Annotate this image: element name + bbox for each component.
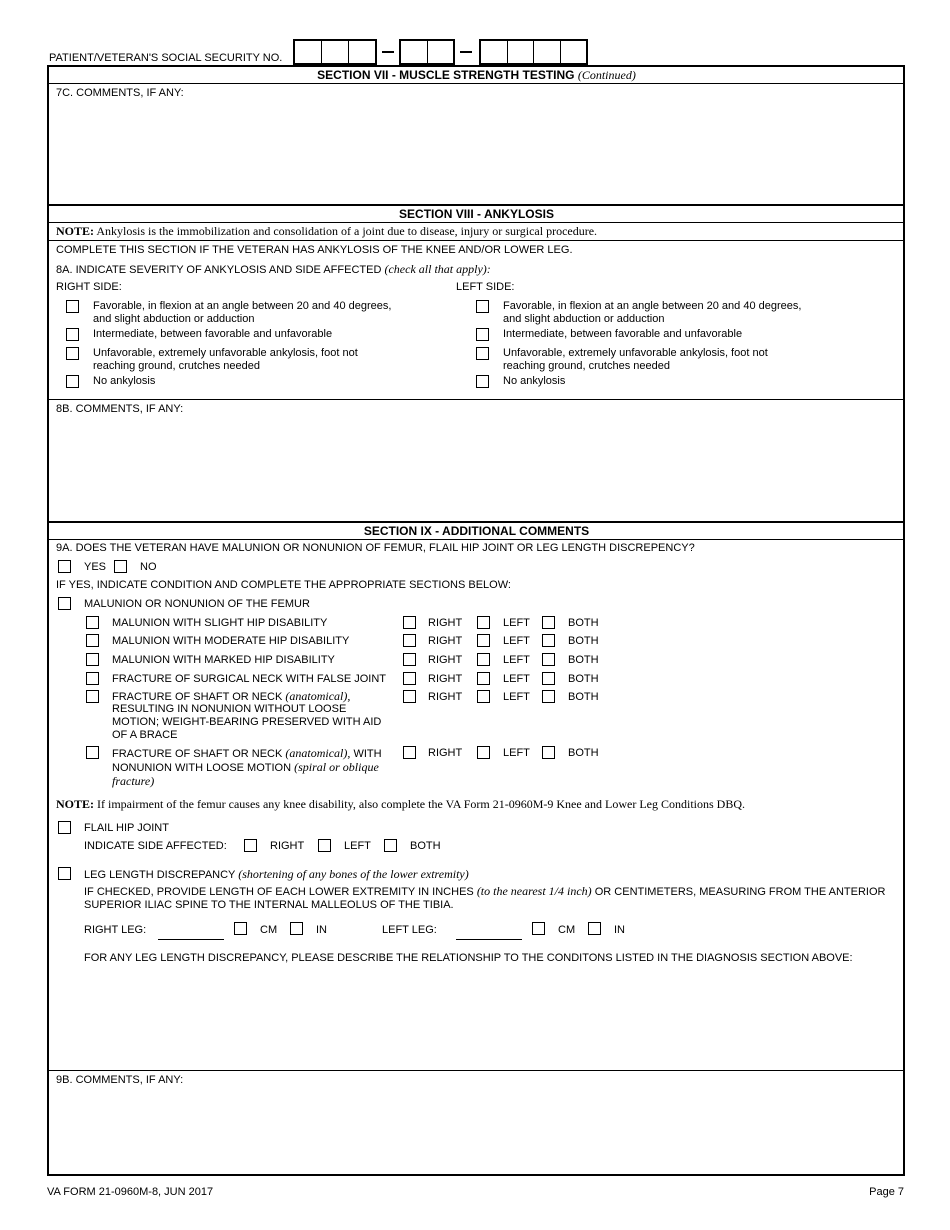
describe-relationship-label: FOR ANY LEG LENGTH DISCREPANCY, PLEASE DESCRIBE THE RELATIONSHIP TO THE CONDITONS LISTED IN THE DIAGNOSIS SECTION ABOVE: [84, 952, 853, 964]
shaft-no-loose-right-checkbox[interactable] [403, 690, 416, 703]
slight-hip-label: MALUNION WITH SLIGHT HIP DISABILITY [112, 617, 328, 629]
page-number: Page 7 [869, 1186, 904, 1198]
shaft-loose-right-checkbox[interactable] [403, 746, 416, 759]
shaft-no-loose-right-label: RIGHT [428, 691, 463, 703]
shaft-loose-line2: NONUNION WITH LOOSE MOTION (spiral or oblique [112, 760, 379, 774]
left-intermediate-checkbox[interactable] [476, 328, 489, 341]
ssn-dash [460, 51, 472, 53]
leg-length-title: LEG LENGTH DISCREPANCY (shortening of any bones of the lower extremity) [84, 867, 469, 881]
left-leg-cm-label: CM [558, 924, 576, 936]
divider [48, 222, 905, 223]
option-no-ankylosis: No ankylosis [503, 375, 566, 387]
moderate-hip-left-checkbox[interactable] [477, 634, 490, 647]
comments-7c-field[interactable] [52, 101, 900, 201]
left-leg-in-label: IN [614, 924, 625, 936]
malunion-title: MALUNION OR NONUNION OF THE FEMUR [84, 598, 310, 610]
right-favorable-checkbox[interactable] [66, 300, 79, 313]
ssn-part-2[interactable] [399, 39, 455, 65]
ankylosis-instruction: COMPLETE THIS SECTION IF THE VETERAN HAS ANKYLOSIS OF THE KNEE AND/OR LOWER LEG. [56, 244, 573, 256]
leg-length-instruction-line1: IF CHECKED, PROVIDE LENGTH OF EACH LOWER EXTREMITY IN INCHES (to the nearest 1/4 inch) OR CENTIMETERS, MEASURING FROM THE ANTERIOR [84, 884, 886, 898]
if-yes-instruction: IF YES, INDICATE CONDITION AND COMPLETE THE APPROPRIATE SECTIONS BELOW: [56, 579, 511, 591]
section-viii-title: SECTION VIII - ANKYLOSIS [399, 207, 554, 221]
option-intermediate: Intermediate, between favorable and unfavorable [503, 328, 743, 340]
right-unfavorable-checkbox[interactable] [66, 347, 79, 360]
left-leg-in-checkbox[interactable] [588, 922, 601, 935]
moderate-hip-right-label: RIGHT [428, 635, 463, 647]
shaft-loose-left-label: LEFT [503, 747, 530, 759]
comments-9b-field[interactable] [52, 1088, 900, 1170]
moderate-hip-right-checkbox[interactable] [403, 634, 416, 647]
surgical-neck-both-checkbox[interactable] [542, 672, 555, 685]
moderate-hip-both-label: BOTH [568, 635, 599, 647]
option-favorable-line2: and slight abduction or adduction [93, 313, 255, 325]
surgical-neck-both-label: BOTH [568, 673, 599, 685]
divider [48, 83, 905, 84]
describe-relationship-field[interactable] [80, 968, 900, 1066]
shaft-loose-right-label: RIGHT [428, 747, 463, 759]
flail-hip-label: FLAIL HIP JOINT [84, 822, 169, 834]
ssn-part-1[interactable] [293, 39, 377, 65]
divider [48, 399, 905, 400]
shaft-no-loose-checkbox[interactable] [86, 690, 99, 703]
right-intermediate-checkbox[interactable] [66, 328, 79, 341]
marked-hip-checkbox[interactable] [86, 653, 99, 666]
ssn-dash [382, 51, 394, 53]
leg-length-instruction-line2: SUPERIOR ILIAC SPINE TO THE INTERNAL MALLEOLUS OF THE TIBIA. [84, 899, 454, 911]
no-checkbox[interactable] [114, 560, 127, 573]
shaft-loose-line3: fracture) [112, 774, 155, 788]
moderate-hip-left-label: LEFT [503, 635, 530, 647]
flail-left-label: LEFT [344, 840, 371, 852]
flail-both-label: BOTH [410, 840, 441, 852]
left-leg-input[interactable] [456, 939, 522, 940]
surgical-neck-right-checkbox[interactable] [403, 672, 416, 685]
left-favorable-checkbox[interactable] [476, 300, 489, 313]
moderate-hip-both-checkbox[interactable] [542, 634, 555, 647]
comments-8b-field[interactable] [52, 417, 900, 517]
option-no-ankylosis: No ankylosis [93, 375, 156, 387]
yes-label: YES [84, 561, 107, 573]
section-vii-title: SECTION VII - MUSCLE STRENGTH TESTING (Continued) [317, 68, 636, 82]
shaft-no-loose-line3: MOTION; WEIGHT-BEARING PRESERVED WITH AID [112, 716, 382, 728]
marked-hip-left-checkbox[interactable] [477, 653, 490, 666]
section-divider [48, 204, 905, 206]
right-leg-cm-label: CM [260, 924, 278, 936]
form-id: VA FORM 21-0960M-8, JUN 2017 [47, 1186, 214, 1198]
option-unfavorable-line1: Unfavorable, extremely unfavorable ankylosis, foot not [503, 347, 768, 359]
left-side-label: LEFT SIDE: [456, 281, 515, 293]
shaft-loose-line1: FRACTURE OF SHAFT OR NECK (anatomical), WITH [112, 746, 382, 760]
marked-hip-both-checkbox[interactable] [542, 653, 555, 666]
right-leg-in-checkbox[interactable] [290, 922, 303, 935]
section-ix-title: SECTION IX - ADDITIONAL COMMENTS [363, 524, 590, 538]
marked-hip-left-label: LEFT [503, 654, 530, 666]
shaft-no-loose-left-label: LEFT [503, 691, 530, 703]
option-favorable-line1: Favorable, in flexion at an angle between 20 and 40 degrees, [93, 300, 392, 312]
flail-both-checkbox[interactable] [384, 839, 397, 852]
slight-hip-left-checkbox[interactable] [477, 616, 490, 629]
right-side-label: RIGHT SIDE: [56, 281, 122, 293]
option-favorable-line2: and slight abduction or adduction [503, 313, 665, 325]
shaft-loose-checkbox[interactable] [86, 746, 99, 759]
surgical-neck-left-label: LEFT [503, 673, 530, 685]
left-leg-cm-checkbox[interactable] [532, 922, 545, 935]
shaft-no-loose-line2: RESULTING IN NONUNION WITHOUT LOOSE [112, 703, 347, 715]
moderate-hip-label: MALUNION WITH MODERATE HIP DISABILITY [112, 635, 350, 647]
left-unfavorable-checkbox[interactable] [476, 347, 489, 360]
comments-9b-label: 9B. COMMENTS, IF ANY: [56, 1074, 184, 1086]
moderate-hip-checkbox[interactable] [86, 634, 99, 647]
indicate-side-label: INDICATE SIDE AFFECTED: [84, 840, 227, 852]
option-intermediate: Intermediate, between favorable and unfavorable [93, 328, 333, 340]
section-divider [48, 521, 905, 523]
comments-7c-label: 7C. COMMENTS, IF ANY: [56, 87, 184, 99]
right-leg-label: RIGHT LEG: [84, 924, 147, 936]
marked-hip-both-label: BOTH [568, 654, 599, 666]
option-unfavorable-line2: reaching ground, crutches needed [503, 360, 670, 372]
right-leg-cm-checkbox[interactable] [234, 922, 247, 935]
question-9a: 9A. DOES THE VETERAN HAVE MALUNION OR NONUNION OF FEMUR, FLAIL HIP JOINT OR LEG LENGTH DISCREPENCY? [56, 542, 695, 554]
slight-hip-both-label: BOTH [568, 617, 599, 629]
surgical-neck-checkbox[interactable] [86, 672, 99, 685]
leg-length-checkbox[interactable] [58, 867, 71, 880]
flail-right-checkbox[interactable] [244, 839, 257, 852]
left-no-ankylosis-checkbox[interactable] [476, 375, 489, 388]
surgical-neck-left-checkbox[interactable] [477, 672, 490, 685]
shaft-loose-left-checkbox[interactable] [477, 746, 490, 759]
shaft-no-loose-line4: OF A BRACE [112, 729, 178, 741]
ssn-part-3[interactable] [479, 39, 588, 65]
right-leg-input[interactable] [158, 939, 224, 940]
shaft-no-loose-both-checkbox[interactable] [542, 690, 555, 703]
shaft-no-loose-line1: FRACTURE OF SHAFT OR NECK (anatomical), [112, 689, 351, 703]
slight-hip-both-checkbox[interactable] [542, 616, 555, 629]
femur-note: NOTE: If impairment of the femur causes any knee disability, also complete the VA Form 21-0960M-9 Knee and Lower Leg Conditions DBQ. [56, 797, 745, 811]
marked-hip-right-checkbox[interactable] [403, 653, 416, 666]
option-unfavorable-line1: Unfavorable, extremely unfavorable ankylosis, foot not [93, 347, 358, 359]
shaft-no-loose-left-checkbox[interactable] [477, 690, 490, 703]
divider [48, 1070, 905, 1071]
marked-hip-label: MALUNION WITH MARKED HIP DISABILITY [112, 654, 335, 666]
malunion-checkbox[interactable] [58, 597, 71, 610]
right-leg-in-label: IN [316, 924, 327, 936]
flail-left-checkbox[interactable] [318, 839, 331, 852]
comments-8b-label: 8B. COMMENTS, IF ANY: [56, 403, 184, 415]
slight-hip-right-label: RIGHT [428, 617, 463, 629]
no-label: NO [140, 561, 157, 573]
surgical-neck-right-label: RIGHT [428, 673, 463, 685]
flail-hip-checkbox[interactable] [58, 821, 71, 834]
left-leg-label: LEFT LEG: [382, 924, 437, 936]
option-unfavorable-line2: reaching ground, crutches needed [93, 360, 260, 372]
surgical-neck-label: FRACTURE OF SURGICAL NECK WITH FALSE JOINT [112, 673, 387, 685]
question-8a: 8A. INDICATE SEVERITY OF ANKYLOSIS AND SIDE AFFECTED (check all that apply): [56, 262, 491, 276]
slight-hip-checkbox[interactable] [86, 616, 99, 629]
shaft-loose-both-checkbox[interactable] [542, 746, 555, 759]
shaft-loose-both-label: BOTH [568, 747, 599, 759]
right-no-ankylosis-checkbox[interactable] [66, 375, 79, 388]
flail-right-label: RIGHT [270, 840, 305, 852]
ankylosis-note: NOTE: Ankylosis is the immobilization and consolidation of a joint due to disease, injury or surgical procedure. [56, 224, 598, 238]
marked-hip-right-label: RIGHT [428, 654, 463, 666]
slight-hip-left-label: LEFT [503, 617, 530, 629]
shaft-no-loose-both-label: BOTH [568, 691, 599, 703]
divider [48, 539, 905, 540]
ssn-label: PATIENT/VETERAN'S SOCIAL SECURITY NO. [49, 52, 283, 64]
option-favorable-line1: Favorable, in flexion at an angle between 20 and 40 degrees, [503, 300, 802, 312]
divider [48, 240, 905, 241]
slight-hip-right-checkbox[interactable] [403, 616, 416, 629]
yes-checkbox[interactable] [58, 560, 71, 573]
